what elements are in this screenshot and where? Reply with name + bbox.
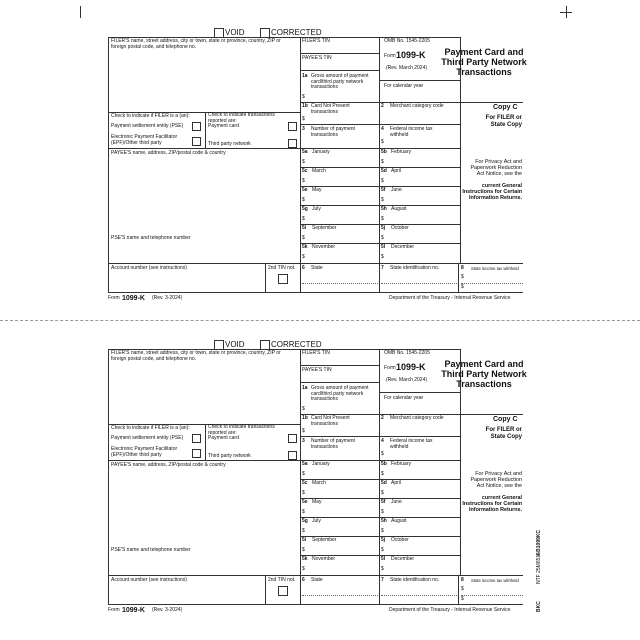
month-amount-field[interactable] <box>308 177 378 186</box>
box-4-num: 4 <box>381 126 384 132</box>
state-id-dotted-line <box>381 283 457 284</box>
filer-tin-label: FILER'S TIN <box>302 350 330 356</box>
account-field[interactable] <box>110 272 263 290</box>
box-5k-num: 5k <box>302 244 308 250</box>
calendar-year-label: For calendar year <box>384 83 424 89</box>
privacy-bold: current General Instructions for Certain Information Returns. <box>462 495 522 513</box>
month-amount-field[interactable] <box>308 196 378 205</box>
dollar-sign: $ <box>302 428 305 434</box>
second-tin-checkbox[interactable] <box>278 586 288 596</box>
copy-label: Copy C <box>493 104 518 111</box>
box-2-label: Merchant category code <box>390 103 444 109</box>
box-5b-num: 5b <box>381 149 387 155</box>
copy-for-label: For FILER or State Copy <box>485 427 522 440</box>
privacy-bold: current General Instructions for Certain Information Returns. <box>462 183 522 201</box>
box-4-label: Federal income tax withheld <box>390 438 433 450</box>
third-party-checkbox[interactable] <box>288 139 297 148</box>
divider <box>300 517 460 518</box>
divider <box>300 382 379 383</box>
dollar-sign: $ <box>381 216 384 222</box>
tin2-label: 2nd TIN not. <box>268 265 296 271</box>
box-4-num: 4 <box>381 438 384 444</box>
epf-label: Electronic Payment Facilitator (EPF)/Other third party <box>111 446 178 458</box>
check-transactions-label: Check to indicate transactions reported are: <box>208 424 275 436</box>
dollar-sign: $ <box>302 471 305 477</box>
third-party-label: Third party network <box>208 453 251 459</box>
box-5j-num: 5j <box>381 225 386 231</box>
dollar-sign: $ <box>302 490 305 496</box>
box-5k-num: 5k <box>302 556 308 562</box>
box-8-label: State income tax withheld <box>471 578 519 583</box>
box-1a-label: Gross amount of payment card/third party network transactions <box>311 73 369 91</box>
pse-name-label: PSE'S name and telephone number <box>111 547 191 553</box>
dollar-sign: $ <box>381 451 384 457</box>
month-label: March <box>312 480 326 486</box>
divider <box>458 575 459 604</box>
dollar-sign: $ <box>381 547 384 553</box>
month-label: January <box>312 461 330 467</box>
footer-form-number: 1099-K <box>122 295 145 302</box>
form-bottom-border <box>108 604 523 605</box>
box-5i-num: 5i <box>302 225 307 231</box>
box-1a-num: 1a <box>302 73 308 79</box>
box-5c-num: 5c <box>302 480 308 486</box>
dollar-sign: $ <box>381 509 384 515</box>
box-2-num: 2 <box>381 415 384 421</box>
footer-form-number: 1099-K <box>122 607 145 614</box>
dollar-sign: $ <box>381 159 384 165</box>
divider <box>300 349 301 604</box>
calendar-year-field[interactable] <box>380 402 459 413</box>
month-amount-field[interactable] <box>308 158 378 167</box>
merchant-code-field[interactable] <box>380 111 459 123</box>
month-label: May <box>312 499 322 505</box>
footer-rev: (Rev. 3-2024) <box>152 295 183 301</box>
divider <box>205 112 206 148</box>
month-amount-field[interactable] <box>387 565 457 574</box>
box-8-label: State income tax withheld <box>471 266 519 271</box>
check-filer-label: Check to indicate if FILER is a (an): <box>111 113 190 119</box>
month-amount-field[interactable] <box>387 234 457 243</box>
payee-name-field[interactable] <box>110 470 298 545</box>
footer-department: Department of the Treasury - Internal Revenue Service <box>389 295 511 301</box>
payee-name-label: PAYEE'S name, address, ZIP/postal code & country <box>111 150 226 156</box>
tin2-label: 2nd TIN not. <box>268 577 296 583</box>
month-label: February <box>391 149 412 155</box>
corrected-label: CORRECTED <box>271 28 322 37</box>
payment-card-checkbox[interactable] <box>288 122 297 131</box>
pse-name-field[interactable] <box>110 555 298 573</box>
month-label: June <box>391 499 402 505</box>
payee-name-label: PAYEE'S name, address, ZIP/postal code & country <box>111 462 226 468</box>
box-2-label: Merchant category code <box>390 415 444 421</box>
check-filer-label: Check to indicate if FILER is a (an): <box>111 425 190 431</box>
third-party-label: Third party network <box>208 141 251 147</box>
box-3-label: Number of payment transactions <box>311 438 355 450</box>
form-word: Form <box>384 53 396 59</box>
month-label: October <box>391 225 409 231</box>
month-label: April <box>391 480 402 486</box>
void-label: VOID <box>225 340 245 349</box>
box-3-num: 3 <box>302 438 305 444</box>
box-5e-num: 5e <box>302 499 308 505</box>
dollar-sign: $ <box>461 274 464 280</box>
box-4-label: Federal income tax withheld <box>390 126 433 138</box>
dollar-sign: $ <box>381 528 384 534</box>
omb-label: OMB No. 1545-2205 <box>384 38 430 44</box>
box-5h-num: 5h <box>381 206 387 212</box>
filer-tin-field[interactable] <box>301 45 378 52</box>
transactions-count-field[interactable] <box>301 139 378 147</box>
month-amount-field[interactable] <box>387 177 457 186</box>
pse-name-label: PSE'S name and telephone number <box>111 235 191 241</box>
box-6-label: State <box>311 265 323 271</box>
payee-tin-field[interactable] <box>301 374 378 381</box>
filer-name-field[interactable] <box>110 364 298 422</box>
month-amount-field[interactable] <box>387 470 457 479</box>
second-tin-checkbox[interactable] <box>278 274 288 284</box>
rev-label: (Rev. March 2024) <box>386 65 428 71</box>
month-amount-field[interactable] <box>387 508 457 517</box>
payment-card-checkbox[interactable] <box>288 434 297 443</box>
divider <box>300 70 379 71</box>
box-5i-num: 5i <box>302 537 307 543</box>
divider <box>300 124 460 125</box>
dollar-sign: $ <box>461 596 464 602</box>
box-5g-num: 5g <box>302 206 308 212</box>
month-label: June <box>391 187 402 193</box>
calendar-year-label: For calendar year <box>384 395 424 401</box>
month-label: March <box>312 168 326 174</box>
month-label: September <box>312 225 337 231</box>
month-amount-field[interactable] <box>387 253 457 262</box>
dollar-sign: $ <box>381 566 384 572</box>
divider <box>300 498 460 499</box>
box-5h-num: 5h <box>381 518 387 524</box>
divider <box>108 148 300 149</box>
divider <box>108 460 300 461</box>
copy-for-label: For FILER or State Copy <box>485 115 522 128</box>
box-5f-num: 5f <box>381 187 386 193</box>
month-label: October <box>391 537 409 543</box>
dollar-sign: $ <box>302 178 305 184</box>
box-5d-num: 5d <box>381 480 387 486</box>
month-amount-field[interactable] <box>387 158 457 167</box>
month-label: July <box>312 518 321 524</box>
dollar-sign: $ <box>302 216 305 222</box>
dollar-sign: $ <box>381 254 384 260</box>
divider <box>379 80 460 81</box>
pse-label: Payment settlement entity (PSE) <box>111 123 184 129</box>
box-8-num: 8 <box>461 577 464 583</box>
month-amount-field[interactable] <box>387 215 457 224</box>
box-1b-num: 1b <box>302 415 308 421</box>
month-label: December <box>391 244 415 250</box>
month-label: May <box>312 187 322 193</box>
epf-checkbox[interactable] <box>192 137 201 146</box>
side-ntf: NTF 25M8515 <box>536 552 542 584</box>
filer-tin-label: FILER'S TIN <box>302 38 330 44</box>
divider <box>300 365 379 366</box>
state-tax-dotted-line <box>461 283 523 284</box>
epf-checkbox[interactable] <box>192 449 201 458</box>
month-label: November <box>312 556 336 562</box>
pse-label: Payment settlement entity (PSE) <box>111 435 184 441</box>
divider <box>300 53 379 54</box>
privacy-text: For Privacy Act and Paperwork Reduction Act Notice, see the <box>470 471 522 489</box>
filer-name-label: FILER'S name, street address, city or town, state or province, country, ZIP or foreign postal code, and telephone no. <box>111 38 281 50</box>
account-label: Account number (see instructions) <box>111 577 187 583</box>
form-word: Form <box>384 365 396 371</box>
form-number: 1099-K <box>396 50 426 60</box>
corrected-label: CORRECTED <box>271 340 322 349</box>
box-1b-label: Card Not Present transactions <box>311 415 350 427</box>
month-label: August <box>391 518 407 524</box>
form-title: Payment Card and Third Party Network Transactions <box>441 359 527 389</box>
payee-tin-label: PAYEE'S TIN <box>302 55 332 61</box>
dollar-sign: $ <box>302 254 305 260</box>
box-7-num: 7 <box>381 265 384 271</box>
box-1a-label: Gross amount of payment card/third party network transactions <box>311 385 369 403</box>
dollar-sign: $ <box>302 197 305 203</box>
copy-label: Copy C <box>493 416 518 423</box>
divider <box>458 263 459 292</box>
box-5d-num: 5d <box>381 168 387 174</box>
dollar-sign: $ <box>302 566 305 572</box>
footer-department: Department of the Treasury - Internal Revenue Service <box>389 607 511 613</box>
box-5l-num: 5l <box>381 244 386 250</box>
third-party-checkbox[interactable] <box>288 451 297 460</box>
divider <box>108 263 523 264</box>
dollar-sign: $ <box>381 471 384 477</box>
box-5a-num: 5a <box>302 149 308 155</box>
box-7-label: State identification no. <box>390 577 440 583</box>
box-7-num: 7 <box>381 577 384 583</box>
state-dotted-line <box>302 595 378 596</box>
privacy-text: For Privacy Act and Paperwork Reduction Act Notice, see the <box>470 159 522 177</box>
dollar-sign: $ <box>302 235 305 241</box>
dollar-sign: $ <box>461 586 464 592</box>
payee-tin-label: PAYEE'S TIN <box>302 367 332 373</box>
month-amount-field[interactable] <box>308 489 378 498</box>
box-5j-num: 5j <box>381 537 386 543</box>
month-label: April <box>391 168 402 174</box>
month-label: February <box>391 461 412 467</box>
month-amount-field[interactable] <box>308 470 378 479</box>
account-field[interactable] <box>110 584 263 602</box>
box-5g-num: 5g <box>302 518 308 524</box>
divider <box>265 263 266 292</box>
pse-name-field[interactable] <box>110 243 298 261</box>
box-6-label: State <box>311 577 323 583</box>
dollar-sign: $ <box>461 284 464 290</box>
state-dotted-line <box>302 283 378 284</box>
box-5e-num: 5e <box>302 187 308 193</box>
divider <box>300 205 460 206</box>
divider <box>379 349 380 604</box>
month-label: December <box>391 556 415 562</box>
dollar-sign: $ <box>302 509 305 515</box>
divider <box>460 414 523 415</box>
divider <box>300 186 460 187</box>
dollar-sign: $ <box>302 547 305 553</box>
month-amount-field[interactable] <box>387 196 457 205</box>
pse-checkbox[interactable] <box>192 434 201 443</box>
divider <box>300 436 460 437</box>
pse-checkbox[interactable] <box>192 122 201 131</box>
side-item: 4 B1099KC <box>536 529 542 556</box>
box-5b-num: 5b <box>381 461 387 467</box>
omb-label: OMB No. 1545-2205 <box>384 350 430 356</box>
month-amount-field[interactable] <box>308 508 378 517</box>
box-8-num: 8 <box>461 265 464 271</box>
rev-label: (Rev. March 2024) <box>386 377 428 383</box>
month-amount-field[interactable] <box>387 527 457 536</box>
month-amount-field[interactable] <box>308 253 378 262</box>
box-5c-num: 5c <box>302 168 308 174</box>
epf-label: Electronic Payment Facilitator (EPF)/Other third party <box>111 134 178 146</box>
form-copy <box>0 312 640 632</box>
calendar-year-field[interactable] <box>380 90 459 101</box>
divider <box>460 102 523 103</box>
box-5a-num: 5a <box>302 461 308 467</box>
month-amount-field[interactable] <box>387 489 457 498</box>
month-amount-field[interactable] <box>308 527 378 536</box>
box-6-num: 6 <box>302 577 305 583</box>
month-label: August <box>391 206 407 212</box>
month-amount-field[interactable] <box>387 546 457 555</box>
divider <box>108 575 523 576</box>
box-1b-label: Card Not Present transactions <box>311 103 350 115</box>
form-number: 1099-K <box>396 362 426 372</box>
dollar-sign: $ <box>381 139 384 145</box>
month-label: January <box>312 149 330 155</box>
transactions-count-field[interactable] <box>301 451 378 459</box>
divider <box>379 37 380 292</box>
divider <box>379 392 460 393</box>
month-label: September <box>312 537 337 543</box>
box-3-num: 3 <box>302 126 305 132</box>
filer-name-field[interactable] <box>110 52 298 110</box>
box-7-label: State identification no. <box>390 265 440 271</box>
state-id-dotted-line <box>381 595 457 596</box>
box-5l-num: 5l <box>381 556 386 562</box>
divider <box>265 575 266 604</box>
box-1a-num: 1a <box>302 385 308 391</box>
footer-form-word: Form <box>108 607 120 613</box>
state-tax-dotted-line <box>461 595 523 596</box>
form-bottom-border <box>108 292 523 293</box>
box-3-label: Number of payment transactions <box>311 126 355 138</box>
month-amount-field[interactable] <box>308 546 378 555</box>
box-5f-num: 5f <box>381 499 386 505</box>
month-label: November <box>312 244 336 250</box>
form-left-border <box>108 37 109 292</box>
dollar-sign: $ <box>302 528 305 534</box>
dollar-sign: $ <box>302 159 305 165</box>
account-label: Account number (see instructions) <box>111 265 187 271</box>
side-code: BKC <box>536 601 542 612</box>
payment-card-label: Payment card <box>208 123 239 129</box>
divider <box>205 424 206 460</box>
filer-name-label: FILER'S name, street address, city or town, state or province, country, ZIP or foreign postal code, and telephone no. <box>111 350 281 362</box>
dollar-sign: $ <box>381 235 384 241</box>
dollar-sign: $ <box>302 406 305 412</box>
box-1b-num: 1b <box>302 103 308 109</box>
box-2-num: 2 <box>381 103 384 109</box>
divider <box>300 37 301 292</box>
dollar-sign: $ <box>302 94 305 100</box>
dollar-sign: $ <box>381 197 384 203</box>
dollar-sign: $ <box>302 116 305 122</box>
payee-tin-field[interactable] <box>301 62 378 69</box>
month-label: July <box>312 206 321 212</box>
payee-name-field[interactable] <box>110 158 298 233</box>
footer-rev: (Rev. 3-2024) <box>152 607 183 613</box>
form-title: Payment Card and Third Party Network Transactions <box>441 47 527 77</box>
month-amount-field[interactable] <box>308 215 378 224</box>
footer-form-word: Form <box>108 295 120 301</box>
month-amount-field[interactable] <box>308 234 378 243</box>
dollar-sign: $ <box>381 490 384 496</box>
dollar-sign: $ <box>381 178 384 184</box>
check-transactions-label: Check to indicate transactions reported are: <box>208 112 275 124</box>
month-amount-field[interactable] <box>308 565 378 574</box>
merchant-code-field[interactable] <box>380 423 459 435</box>
payment-card-label: Payment card <box>208 435 239 441</box>
filer-tin-field[interactable] <box>301 357 378 364</box>
box-6-num: 6 <box>302 265 305 271</box>
void-label: VOID <box>225 28 245 37</box>
form-left-border <box>108 349 109 604</box>
